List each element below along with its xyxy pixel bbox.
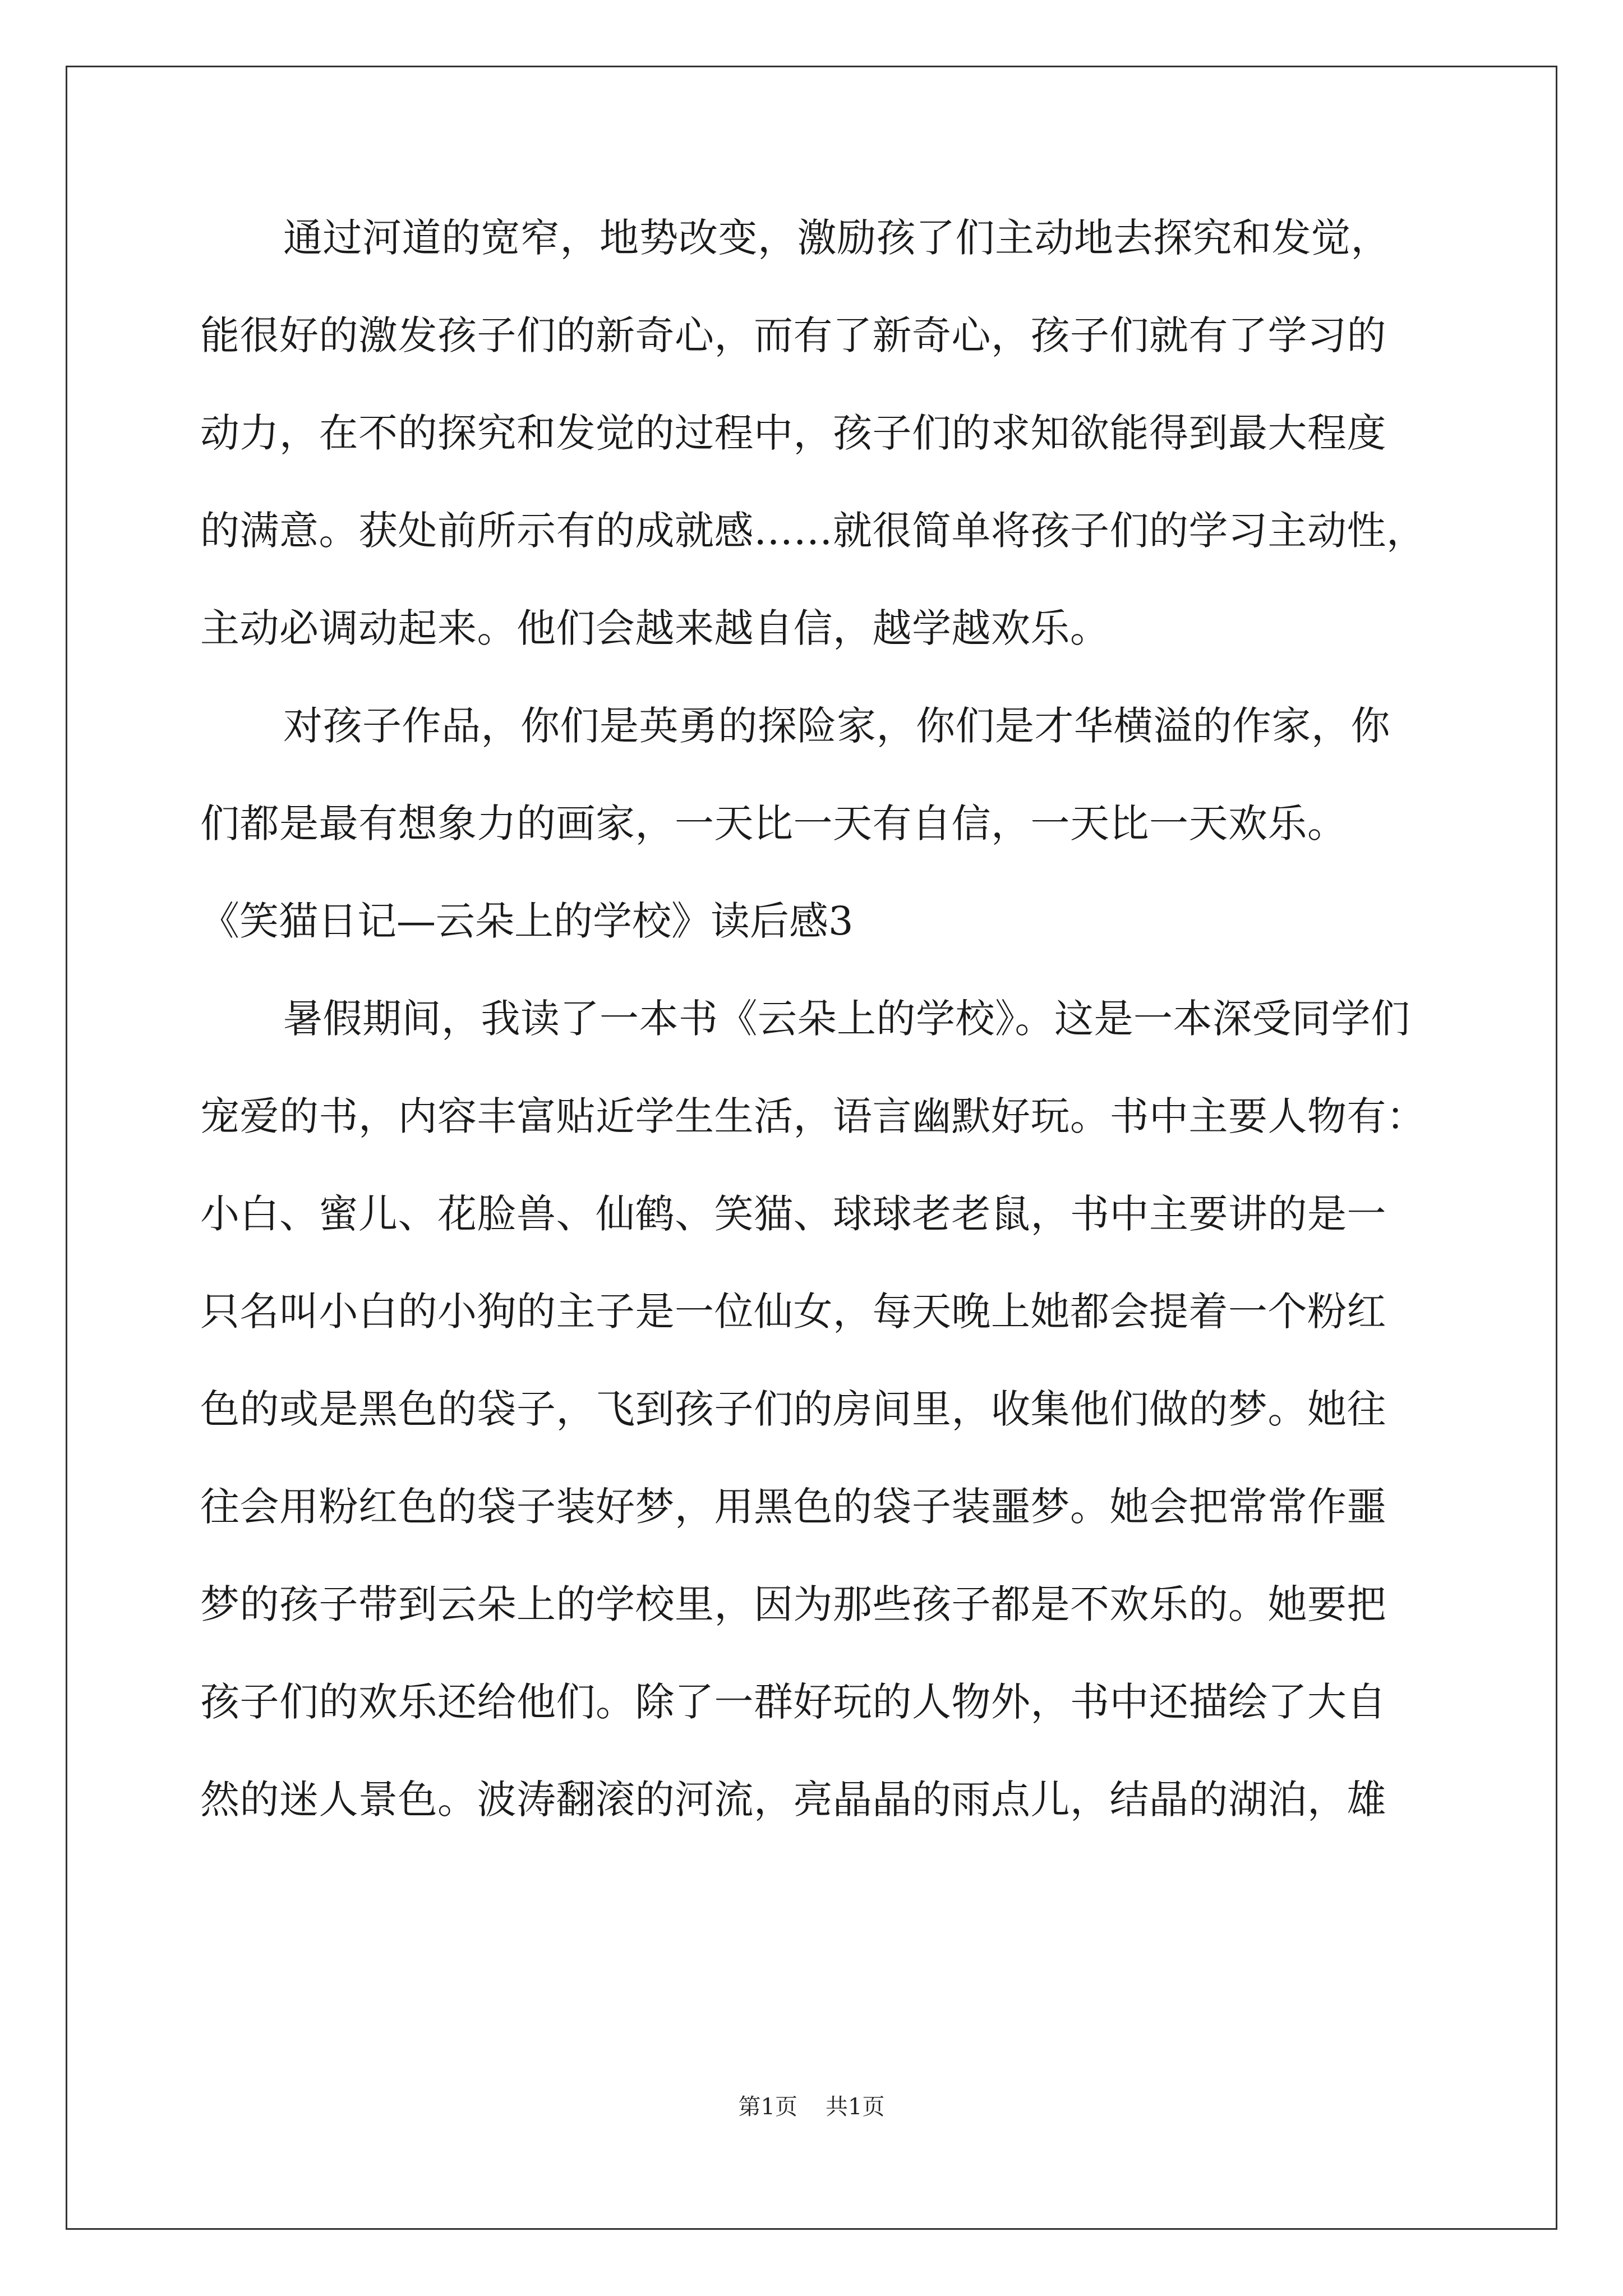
paragraph-line: 宠爱的书，内容丰富贴近学生生活，语言幽默好玩。书中主要人物有： <box>200 1093 1426 1139</box>
paragraph-line: 的满意。获处前所示有的成就感……就很简单将孩子们的学习主动性， <box>200 508 1426 554</box>
paragraph-line: 往会用粉红色的袋子装好梦，用黑色的袋子装噩梦。她会把常常作噩 <box>200 1484 1386 1530</box>
section-heading: 《笑猫日记—云朵上的学校》读后感3 <box>200 898 854 944</box>
paragraph-line: 们都是最有想象力的画家，一天比一天有自信，一天比一天欢乐。 <box>200 800 1347 846</box>
paragraph-line: 动力，在不的探究和发觉的过程中，孩子们的求知欲能得到最大程度 <box>200 410 1386 456</box>
paragraph-line: 然的迷人景色。波涛翻滚的河流，亮晶晶的雨点儿，结晶的湖泊，雄 <box>200 1777 1386 1823</box>
page-total: 共1页 <box>826 2094 885 2120</box>
paragraph-line: 色的或是黑色的袋子，飞到孩子们的房间里，收集他们做的梦。她往 <box>200 1386 1386 1432</box>
paragraph-line: 能很好的激发孩子们的新奇心，而有了新奇心，孩子们就有了学习的 <box>200 312 1386 358</box>
paragraph-line: 通过河道的宽窄，地势改变，激励孩了们主动地去探究和发觉， <box>283 215 1390 261</box>
paragraph-line: 暑假期间，我读了一本书《云朵上的学校》。这是一本深受同学们 <box>283 996 1410 1042</box>
paragraph-line: 主动必调动起来。他们会越来越自信，越学越欢乐。 <box>200 605 1110 651</box>
paragraph-line: 小白、蜜儿、花脸兽、仙鹤、笑猫、球球老老鼠，书中主要讲的是一 <box>200 1191 1386 1237</box>
paragraph-line: 孩子们的欢乐还给他们。除了一群好玩的人物外，书中还描绘了大自 <box>200 1679 1386 1725</box>
paragraph-line: 梦的孩子带到云朵上的学校里，因为那些孩子都是不欢乐的。她要把 <box>200 1581 1386 1627</box>
document-body <box>200 210 1428 1869</box>
paragraph-line: 对孩子作品，你们是英勇的探险家，你们是才华横溢的作家，你 <box>283 703 1390 749</box>
paragraph-line: 只名叫小白的小狗的主子是一位仙女，每天晚上她都会提着一个粉红 <box>200 1289 1386 1335</box>
page-number: 第1页 <box>738 2094 797 2120</box>
page-footer <box>0 2091 1623 2123</box>
